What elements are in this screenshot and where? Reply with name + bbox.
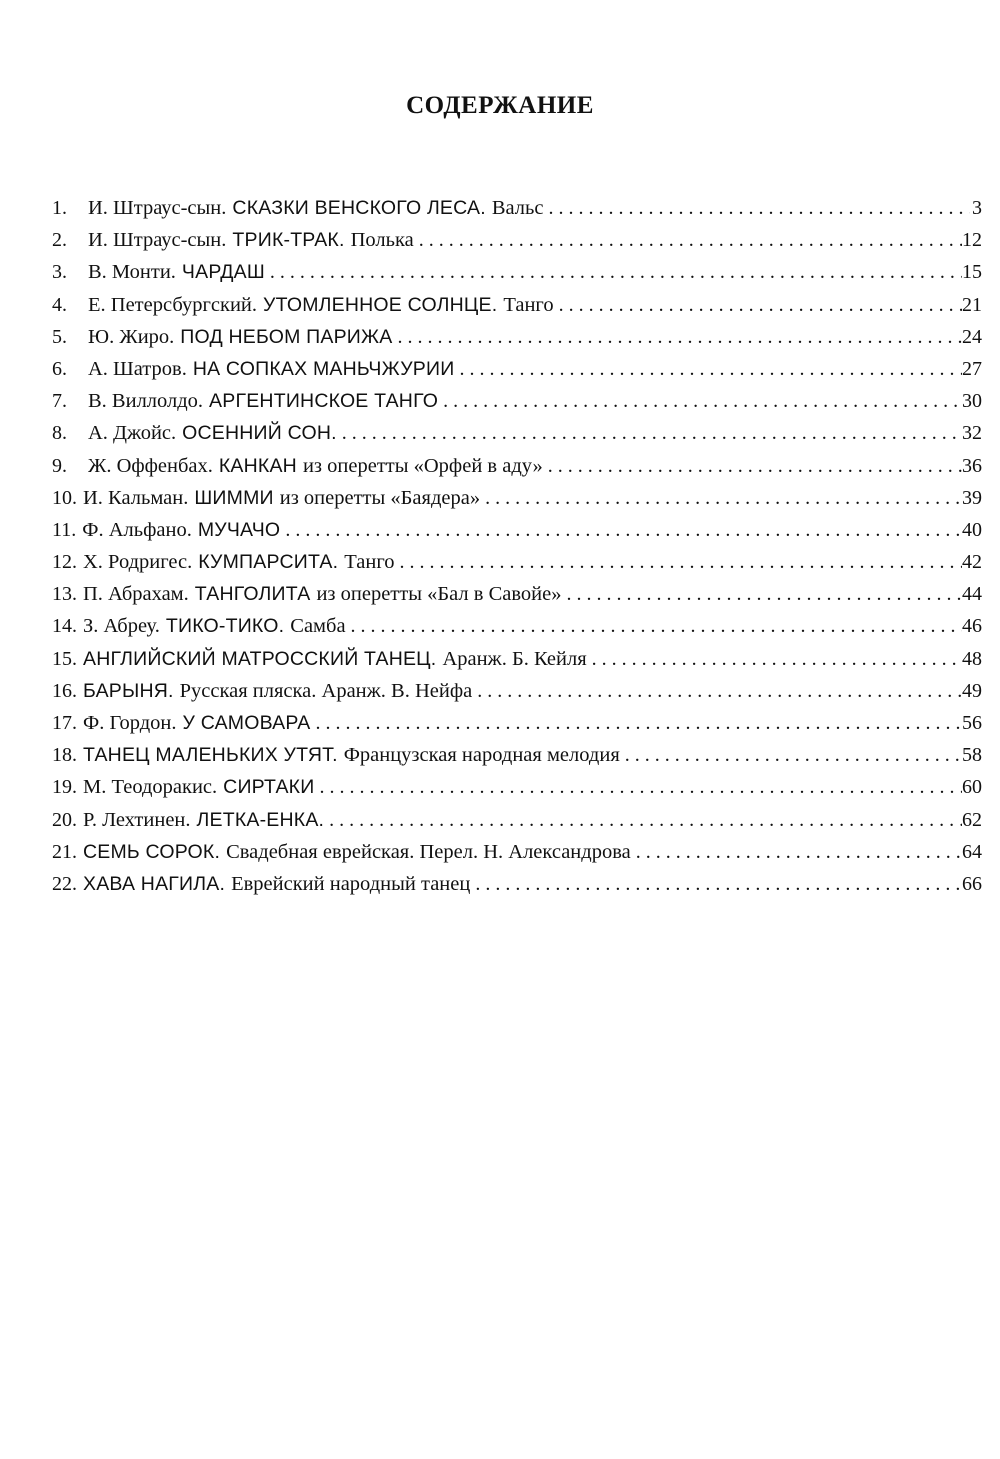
toc-entry-title: СКАЗКИ ВЕНСКОГО ЛЕСА.	[232, 197, 486, 219]
toc-entry-title: ТРИК-ТРАК.	[232, 229, 345, 252]
toc-entry-title: АРГЕНТИНСКОЕ ТАНГО	[209, 390, 439, 413]
toc-dot-leader	[543, 450, 962, 482]
toc-entry-page-number: 40	[962, 518, 982, 541]
toc-entry-title: ШИММИ	[194, 486, 274, 509]
toc-entry-title: АНГЛИЙСКИЙ МАТРОССКИЙ ТАНЕЦ.	[83, 647, 437, 670]
toc-entry-page-number: 12	[962, 229, 982, 252]
toc-entry-page-number: 3	[972, 197, 982, 219]
toc-entry-page-number: 64	[962, 840, 982, 863]
toc-entry[interactable]	[52, 224, 982, 256]
toc-entry-title: ОСЕННИЙ СОН.	[182, 422, 337, 445]
toc-dot-leader	[314, 771, 962, 803]
toc-dot-leader	[392, 321, 962, 353]
toc-entry[interactable]	[52, 450, 982, 482]
toc-dot-leader	[438, 385, 962, 417]
toc-entry-author: М. Теодоракис.	[83, 776, 218, 799]
toc-entry-page-number: 56	[962, 712, 982, 734]
toc-entry-description: Аранж. Б. Кейля	[442, 647, 587, 670]
toc-entry-description: из оперетты «Орфей в аду»	[302, 454, 543, 477]
toc-dot-leader	[470, 868, 962, 900]
toc-entry-number: 17.	[52, 712, 77, 734]
toc-entry-title: ТАНЕЦ МАЛЕНЬКИХ УТЯТ.	[83, 744, 338, 767]
toc-entry[interactable]	[52, 836, 982, 868]
toc-entry-page-number: 21	[962, 293, 982, 316]
toc-entry-title: У САМОВАРА	[182, 712, 311, 734]
toc-entry[interactable]	[52, 256, 982, 288]
toc-entry-page-number: 44	[962, 583, 982, 606]
toc-entry[interactable]	[52, 514, 982, 546]
toc-entry[interactable]	[52, 771, 982, 803]
toc-entry-page-number: 62	[962, 808, 982, 831]
toc-entry-page-number: 15	[962, 261, 982, 284]
toc-entry-number: 9.	[52, 454, 67, 477]
toc-entry[interactable]	[52, 578, 982, 610]
toc-entry[interactable]	[52, 482, 982, 514]
toc-entry-number: 6.	[52, 357, 67, 380]
toc-entry[interactable]	[52, 417, 982, 449]
toc-entry[interactable]	[52, 804, 982, 836]
toc-entry-number: 21.	[52, 840, 77, 863]
toc-entry-title: ТИКО-ТИКО.	[165, 615, 285, 638]
toc-dot-leader	[480, 482, 962, 514]
toc-dot-leader	[280, 514, 962, 546]
toc-entry-description: Полька	[350, 229, 414, 252]
toc-entry-description: Вальс	[491, 197, 544, 219]
toc-entry-page-number: 32	[962, 422, 982, 445]
toc-entry-page-number: 58	[962, 744, 982, 767]
toc-entry-title: СИРТАКИ	[223, 776, 315, 799]
toc-dot-leader	[394, 546, 962, 578]
toc-entry-title: ЛЕТКА-ЕНКА.	[196, 808, 325, 831]
toc-entry-description: Русская пляска. Аранж. В. Нейфа	[179, 679, 473, 702]
toc-entry-page-number: 30	[962, 390, 982, 413]
toc-entry-description: Танго	[344, 551, 395, 574]
toc-entry-number: 20.	[52, 808, 77, 831]
toc-entry-author: П. Абрахам.	[83, 583, 189, 606]
toc-entry-number: 2.	[52, 229, 67, 252]
toc-entry-author: И. Кальман.	[83, 486, 189, 509]
toc-entry-title: МУЧАЧО	[197, 518, 281, 541]
toc-entry[interactable]	[52, 385, 982, 417]
toc-entry-author: Х. Родригес.	[83, 551, 193, 574]
toc-dot-leader	[310, 707, 962, 739]
toc-entry-number: 15.	[52, 647, 77, 670]
toc-entry-title: БАРЫНЯ.	[83, 679, 174, 702]
toc-entry-author: Е. Петерсбургский.	[88, 293, 258, 316]
toc-entry[interactable]	[52, 739, 982, 771]
toc-entry-description: Самба	[290, 615, 346, 638]
toc-dot-leader	[414, 224, 962, 256]
toc-dot-leader	[337, 417, 962, 449]
toc-dot-leader	[454, 353, 962, 385]
toc-dot-leader	[554, 289, 962, 321]
toc-entry-title: СЕМЬ СОРОК.	[83, 840, 221, 863]
toc-entry-number: 4.	[52, 293, 67, 316]
toc-entry[interactable]	[52, 643, 982, 675]
toc-entry-number: 11.	[52, 518, 77, 541]
toc-entry-title: УТОМЛЕННОЕ СОЛНЦЕ.	[263, 293, 498, 316]
toc-entry-number: 18.	[52, 744, 77, 767]
toc-entry[interactable]	[52, 192, 982, 224]
toc-entry[interactable]	[52, 353, 982, 385]
toc-entry-author: З. Абреу.	[83, 615, 160, 638]
toc-entry-description: из оперетты «Баядера»	[279, 486, 481, 509]
page-title: СОДЕРЖАНИЕ	[406, 92, 594, 119]
toc-entry-number: 19.	[52, 776, 77, 799]
toc-entry-author: Ф. Альфано.	[82, 518, 192, 541]
toc-entry-title: НА СОПКАХ МАНЬЧЖУРИИ	[192, 357, 455, 380]
toc-entry-page-number: 36	[962, 454, 982, 477]
toc-entry-title: КУМПАРСИТА.	[198, 551, 339, 574]
toc-dot-leader	[587, 643, 962, 675]
toc-entry-author: И. Штраус-сын.	[88, 197, 227, 219]
toc-entry-description: Французская народная мелодия	[343, 744, 620, 767]
toc-entry-number: 8.	[52, 422, 67, 445]
toc-entry-page-number: 48	[962, 647, 982, 670]
toc-entry-page-number: 46	[962, 615, 982, 638]
toc-entry-title: ТАНГОЛИТА	[194, 583, 311, 606]
toc-dot-leader	[324, 804, 962, 836]
toc-dot-leader	[265, 256, 962, 288]
toc-entry[interactable]	[52, 675, 982, 707]
toc-entry-page-number: 66	[962, 872, 982, 895]
toc-entry-number: 7.	[52, 390, 67, 413]
toc-entry-page-number: 39	[962, 486, 982, 509]
toc-entry-author: В. Монти.	[88, 261, 176, 284]
toc-entry-author: Р. Лехтинен.	[83, 808, 191, 831]
toc-entry[interactable]	[52, 868, 982, 900]
toc-entry-number: 12.	[52, 551, 77, 574]
toc-dot-leader	[620, 739, 962, 771]
toc-entry-description: Еврейский народный танец	[231, 872, 471, 895]
toc-dot-leader	[543, 192, 970, 224]
toc-dot-leader	[472, 675, 962, 707]
toc-entry-author: Ж. Оффенбах.	[88, 454, 213, 477]
toc-entry[interactable]	[52, 289, 982, 321]
toc-entry-author: В. Виллолдо.	[88, 390, 204, 413]
toc-entry-title: КАНКАН	[218, 454, 297, 477]
toc-entry-number: 16.	[52, 679, 77, 702]
toc-entry-title: ЧАРДАШ	[181, 261, 265, 284]
toc-entry[interactable]	[52, 546, 982, 578]
toc-entry-number: 10.	[52, 486, 77, 509]
toc-entry-number: 3.	[52, 261, 67, 284]
toc-entry-description: Свадебная еврейская. Перел. Н. Александрова	[226, 840, 631, 863]
toc-entry-author: И. Штраус-сын.	[88, 229, 227, 252]
toc-entry-number: 13.	[52, 583, 77, 606]
toc-dot-leader	[346, 610, 962, 642]
toc-entry-title: ПОД НЕБОМ ПАРИЖА	[180, 325, 393, 348]
toc-entry-author: А. Шатров.	[88, 357, 187, 380]
toc-entry-number: 1.	[52, 197, 67, 219]
toc-entry-author: А. Джойс.	[88, 422, 177, 445]
toc-entry[interactable]	[52, 707, 982, 739]
toc-entry-page-number: 49	[962, 679, 982, 702]
toc-entry-title: ХАВА НАГИЛА.	[83, 872, 226, 895]
toc-entry-number: 22.	[52, 872, 77, 895]
toc-entry[interactable]	[52, 321, 982, 353]
toc-entry-page-number: 60	[962, 776, 982, 799]
toc-entry-page-number: 42	[962, 551, 982, 574]
toc-entry-page-number: 24	[962, 325, 982, 348]
toc-entry-description: из оперетты «Бал в Савойе»	[316, 583, 562, 606]
toc-entry[interactable]	[52, 610, 982, 642]
toc-entry-number: 14.	[52, 615, 77, 638]
table-of-contents	[52, 192, 982, 900]
toc-entry-author: Ю. Жиро.	[88, 325, 175, 348]
toc-entry-page-number: 27	[962, 357, 982, 380]
toc-entry-author: Ф. Гордон.	[83, 712, 177, 734]
toc-entry-description: Танго	[503, 293, 554, 316]
toc-dot-leader	[561, 578, 962, 610]
toc-entry-number: 5.	[52, 325, 67, 348]
toc-dot-leader	[631, 836, 962, 868]
